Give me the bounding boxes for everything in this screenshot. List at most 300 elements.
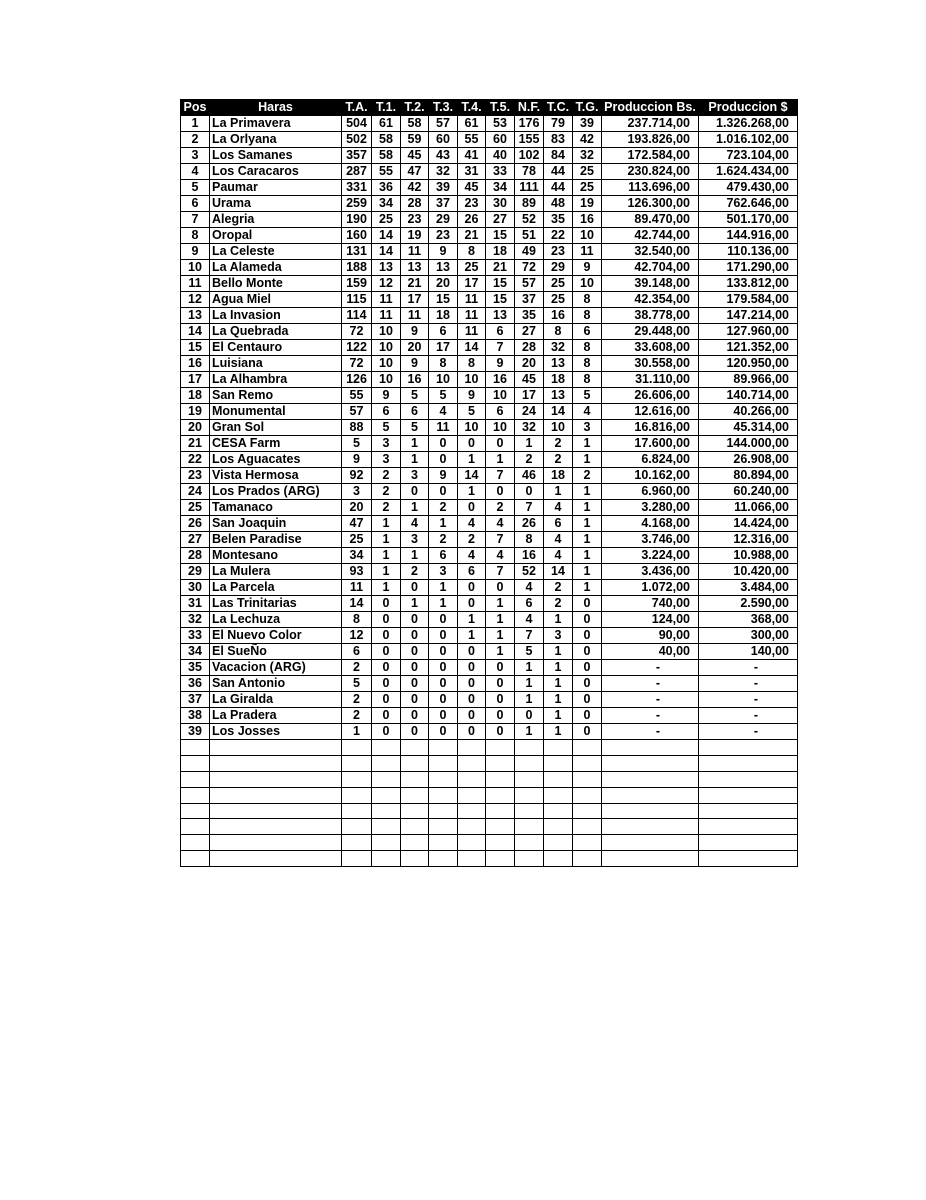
cell-ta: 188 — [342, 260, 372, 276]
cell-tc: 8 — [544, 324, 573, 340]
cell-t5: 33 — [486, 164, 515, 180]
cell-pos: 29 — [181, 564, 210, 580]
cell-t1: 14 — [372, 228, 401, 244]
empty-cell — [544, 771, 573, 787]
cell-tg: 0 — [573, 692, 602, 708]
empty-cell — [429, 835, 458, 851]
header-produccion-usd: Produccion $ — [699, 100, 798, 116]
cell-nf: 8 — [515, 532, 544, 548]
cell-tg: 8 — [573, 292, 602, 308]
empty-cell — [342, 803, 372, 819]
cell-nf: 0 — [515, 484, 544, 500]
cell-produccion-bs: 113.696,00 — [602, 180, 699, 196]
cell-t5: 0 — [486, 692, 515, 708]
empty-cell — [401, 771, 429, 787]
empty-cell — [210, 851, 342, 867]
table-row — [181, 276, 798, 292]
cell-produccion-usd: 2.590,00 — [699, 596, 798, 612]
cell-nf: 46 — [515, 468, 544, 484]
cell-t5: 0 — [486, 484, 515, 500]
table-row — [181, 356, 798, 372]
empty-cell — [699, 755, 798, 771]
cell-tg: 10 — [573, 228, 602, 244]
cell-produccion-bs: 32.540,00 — [602, 244, 699, 260]
cell-tg: 10 — [573, 276, 602, 292]
cell-t5: 6 — [486, 324, 515, 340]
cell-t4: 31 — [458, 164, 486, 180]
empty-cell — [573, 740, 602, 756]
table-row — [181, 468, 798, 484]
cell-t2: 1 — [401, 436, 429, 452]
cell-haras: La Mulera — [210, 564, 342, 580]
empty-cell — [699, 740, 798, 756]
cell-tg: 0 — [573, 644, 602, 660]
cell-t3: 60 — [429, 132, 458, 148]
cell-haras: La Orlyana — [210, 132, 342, 148]
empty-cell — [486, 787, 515, 803]
empty-cell — [699, 835, 798, 851]
cell-haras: Las Trinitarias — [210, 596, 342, 612]
cell-nf: 52 — [515, 564, 544, 580]
cell-nf: 16 — [515, 548, 544, 564]
empty-cell — [458, 851, 486, 867]
cell-t1: 0 — [372, 676, 401, 692]
cell-t3: 0 — [429, 724, 458, 740]
cell-t1: 10 — [372, 340, 401, 356]
cell-t3: 8 — [429, 356, 458, 372]
header-t3: T.3. — [429, 100, 458, 116]
cell-pos: 31 — [181, 596, 210, 612]
cell-produccion-bs: 1.072,00 — [602, 580, 699, 596]
cell-nf: 24 — [515, 404, 544, 420]
cell-produccion-bs: 10.162,00 — [602, 468, 699, 484]
empty-cell — [401, 851, 429, 867]
cell-t3: 2 — [429, 532, 458, 548]
cell-nf: 1 — [515, 660, 544, 676]
cell-tc: 1 — [544, 708, 573, 724]
table-header — [181, 100, 798, 116]
empty-cell — [372, 835, 401, 851]
empty-cell — [210, 835, 342, 851]
cell-t2: 1 — [401, 500, 429, 516]
cell-ta: 11 — [342, 580, 372, 596]
cell-t5: 15 — [486, 276, 515, 292]
table-row — [181, 436, 798, 452]
cell-haras: Agua Miel — [210, 292, 342, 308]
cell-tg: 0 — [573, 708, 602, 724]
empty-cell — [515, 851, 544, 867]
cell-tc: 48 — [544, 196, 573, 212]
cell-t3: 57 — [429, 116, 458, 132]
table-row — [181, 292, 798, 308]
cell-haras: El Centauro — [210, 340, 342, 356]
table-row — [181, 692, 798, 708]
cell-pos: 14 — [181, 324, 210, 340]
empty-cell — [458, 755, 486, 771]
cell-produccion-bs: 89.470,00 — [602, 212, 699, 228]
cell-t4: 0 — [458, 676, 486, 692]
cell-produccion-usd: 147.214,00 — [699, 308, 798, 324]
cell-nf: 20 — [515, 356, 544, 372]
cell-t5: 0 — [486, 724, 515, 740]
cell-nf: 72 — [515, 260, 544, 276]
cell-pos: 26 — [181, 516, 210, 532]
cell-produccion-bs: 42.704,00 — [602, 260, 699, 276]
cell-t4: 9 — [458, 388, 486, 404]
cell-produccion-usd: - — [699, 660, 798, 676]
cell-t5: 40 — [486, 148, 515, 164]
empty-cell — [602, 787, 699, 803]
cell-ta: 72 — [342, 324, 372, 340]
cell-t5: 16 — [486, 372, 515, 388]
cell-produccion-bs: 3.746,00 — [602, 532, 699, 548]
cell-t1: 0 — [372, 612, 401, 628]
cell-pos: 33 — [181, 628, 210, 644]
cell-t2: 47 — [401, 164, 429, 180]
empty-cell — [515, 787, 544, 803]
cell-pos: 10 — [181, 260, 210, 276]
cell-t1: 11 — [372, 292, 401, 308]
empty-cell — [372, 755, 401, 771]
cell-haras: Bello Monte — [210, 276, 342, 292]
empty-cell — [544, 851, 573, 867]
cell-t2: 0 — [401, 724, 429, 740]
cell-produccion-usd: 479.430,00 — [699, 180, 798, 196]
cell-t4: 10 — [458, 420, 486, 436]
cell-t2: 4 — [401, 516, 429, 532]
table-row — [181, 564, 798, 580]
empty-cell — [429, 771, 458, 787]
cell-t1: 0 — [372, 692, 401, 708]
cell-pos: 7 — [181, 212, 210, 228]
cell-tc: 1 — [544, 612, 573, 628]
cell-pos: 1 — [181, 116, 210, 132]
cell-t3: 0 — [429, 692, 458, 708]
cell-t1: 2 — [372, 468, 401, 484]
cell-tc: 18 — [544, 372, 573, 388]
cell-ta: 2 — [342, 660, 372, 676]
cell-haras: Monumental — [210, 404, 342, 420]
empty-cell — [372, 851, 401, 867]
table-body — [181, 116, 798, 867]
cell-t2: 0 — [401, 628, 429, 644]
empty-cell — [602, 803, 699, 819]
empty-cell — [544, 740, 573, 756]
cell-t5: 15 — [486, 292, 515, 308]
cell-produccion-bs: - — [602, 676, 699, 692]
empty-cell — [429, 851, 458, 867]
cell-pos: 19 — [181, 404, 210, 420]
cell-t2: 28 — [401, 196, 429, 212]
cell-t2: 21 — [401, 276, 429, 292]
table-row — [181, 404, 798, 420]
empty-cell — [486, 755, 515, 771]
empty-cell — [342, 819, 372, 835]
empty-cell — [458, 819, 486, 835]
cell-produccion-bs: 29.448,00 — [602, 324, 699, 340]
table-row — [181, 260, 798, 276]
cell-haras: La Alhambra — [210, 372, 342, 388]
table-row — [181, 132, 798, 148]
empty-cell — [544, 835, 573, 851]
empty-row — [181, 740, 798, 756]
empty-cell — [429, 803, 458, 819]
empty-cell — [573, 771, 602, 787]
table-row — [181, 388, 798, 404]
empty-row — [181, 835, 798, 851]
cell-tg: 19 — [573, 196, 602, 212]
cell-tc: 16 — [544, 308, 573, 324]
cell-tc: 35 — [544, 212, 573, 228]
cell-tg: 1 — [573, 532, 602, 548]
table-row — [181, 532, 798, 548]
cell-t1: 58 — [372, 148, 401, 164]
cell-produccion-bs: 126.300,00 — [602, 196, 699, 212]
table-row — [181, 724, 798, 740]
cell-produccion-bs: 42.354,00 — [602, 292, 699, 308]
cell-pos: 11 — [181, 276, 210, 292]
table-row — [181, 548, 798, 564]
cell-t3: 20 — [429, 276, 458, 292]
cell-t1: 1 — [372, 580, 401, 596]
cell-nf: 45 — [515, 372, 544, 388]
empty-cell — [181, 771, 210, 787]
cell-ta: 8 — [342, 612, 372, 628]
cell-ta: 57 — [342, 404, 372, 420]
cell-t1: 10 — [372, 356, 401, 372]
cell-t1: 1 — [372, 548, 401, 564]
cell-t4: 26 — [458, 212, 486, 228]
cell-t5: 34 — [486, 180, 515, 196]
cell-haras: Los Prados (ARG) — [210, 484, 342, 500]
cell-t2: 9 — [401, 356, 429, 372]
cell-t5: 1 — [486, 452, 515, 468]
cell-t5: 53 — [486, 116, 515, 132]
cell-t3: 5 — [429, 388, 458, 404]
cell-haras: Los Caracaros — [210, 164, 342, 180]
cell-haras: La Alameda — [210, 260, 342, 276]
cell-t2: 42 — [401, 180, 429, 196]
cell-ta: 331 — [342, 180, 372, 196]
cell-t5: 0 — [486, 660, 515, 676]
cell-nf: 32 — [515, 420, 544, 436]
empty-cell — [515, 835, 544, 851]
cell-t4: 25 — [458, 260, 486, 276]
empty-cell — [544, 803, 573, 819]
cell-t3: 32 — [429, 164, 458, 180]
cell-t1: 36 — [372, 180, 401, 196]
cell-t4: 0 — [458, 500, 486, 516]
empty-cell — [573, 835, 602, 851]
cell-t4: 0 — [458, 660, 486, 676]
table-row — [181, 708, 798, 724]
cell-t3: 0 — [429, 660, 458, 676]
cell-produccion-usd: - — [699, 676, 798, 692]
cell-t1: 1 — [372, 564, 401, 580]
cell-pos: 20 — [181, 420, 210, 436]
empty-cell — [458, 740, 486, 756]
cell-produccion-bs: - — [602, 724, 699, 740]
cell-haras: Los Josses — [210, 724, 342, 740]
cell-haras: Luisiana — [210, 356, 342, 372]
cell-pos: 22 — [181, 452, 210, 468]
cell-produccion-bs: 3.280,00 — [602, 500, 699, 516]
cell-ta: 159 — [342, 276, 372, 292]
cell-t3: 29 — [429, 212, 458, 228]
header-tc: T.C. — [544, 100, 573, 116]
cell-tc: 44 — [544, 164, 573, 180]
cell-haras: San Remo — [210, 388, 342, 404]
cell-tc: 1 — [544, 484, 573, 500]
cell-produccion-usd: 121.352,00 — [699, 340, 798, 356]
cell-haras: Urama — [210, 196, 342, 212]
cell-haras: Vacacion (ARG) — [210, 660, 342, 676]
cell-t1: 58 — [372, 132, 401, 148]
empty-cell — [181, 755, 210, 771]
cell-nf: 1 — [515, 724, 544, 740]
cell-tg: 42 — [573, 132, 602, 148]
cell-t1: 13 — [372, 260, 401, 276]
cell-tg: 25 — [573, 180, 602, 196]
table-row — [181, 628, 798, 644]
cell-ta: 502 — [342, 132, 372, 148]
cell-t4: 21 — [458, 228, 486, 244]
cell-ta: 357 — [342, 148, 372, 164]
table-row — [181, 500, 798, 516]
cell-produccion-usd: 26.908,00 — [699, 452, 798, 468]
cell-ta: 2 — [342, 708, 372, 724]
cell-produccion-bs: 40,00 — [602, 644, 699, 660]
cell-produccion-usd: 10.420,00 — [699, 564, 798, 580]
cell-haras: La Primavera — [210, 116, 342, 132]
cell-produccion-bs: 42.744,00 — [602, 228, 699, 244]
cell-pos: 39 — [181, 724, 210, 740]
cell-tg: 1 — [573, 484, 602, 500]
cell-tc: 84 — [544, 148, 573, 164]
cell-haras: Oropal — [210, 228, 342, 244]
cell-produccion-usd: 762.646,00 — [699, 196, 798, 212]
cell-haras: La Celeste — [210, 244, 342, 260]
empty-cell — [372, 787, 401, 803]
table-row — [181, 116, 798, 132]
cell-t5: 10 — [486, 388, 515, 404]
cell-t1: 6 — [372, 404, 401, 420]
empty-cell — [401, 755, 429, 771]
header-pos: Pos — [181, 100, 210, 116]
cell-t4: 8 — [458, 244, 486, 260]
cell-haras: San Antonio — [210, 676, 342, 692]
cell-t2: 9 — [401, 324, 429, 340]
cell-t1: 0 — [372, 660, 401, 676]
cell-t4: 8 — [458, 356, 486, 372]
cell-produccion-bs: 124,00 — [602, 612, 699, 628]
cell-ta: 504 — [342, 116, 372, 132]
cell-nf: 7 — [515, 628, 544, 644]
cell-t1: 12 — [372, 276, 401, 292]
empty-cell — [573, 787, 602, 803]
cell-nf: 78 — [515, 164, 544, 180]
cell-t5: 15 — [486, 228, 515, 244]
cell-pos: 18 — [181, 388, 210, 404]
cell-tg: 4 — [573, 404, 602, 420]
cell-t5: 6 — [486, 404, 515, 420]
cell-tg: 8 — [573, 308, 602, 324]
empty-cell — [210, 819, 342, 835]
table-row — [181, 660, 798, 676]
empty-cell — [486, 803, 515, 819]
cell-tc: 2 — [544, 580, 573, 596]
cell-produccion-usd: 300,00 — [699, 628, 798, 644]
table-row — [181, 244, 798, 260]
cell-nf: 1 — [515, 692, 544, 708]
cell-t2: 11 — [401, 308, 429, 324]
cell-t2: 45 — [401, 148, 429, 164]
cell-produccion-usd: 10.988,00 — [699, 548, 798, 564]
header-nf: N.F. — [515, 100, 544, 116]
cell-t2: 19 — [401, 228, 429, 244]
cell-produccion-usd: 11.066,00 — [699, 500, 798, 516]
cell-t3: 15 — [429, 292, 458, 308]
cell-produccion-usd: 179.584,00 — [699, 292, 798, 308]
empty-cell — [181, 819, 210, 835]
empty-cell — [458, 835, 486, 851]
cell-tg: 25 — [573, 164, 602, 180]
cell-t5: 1 — [486, 612, 515, 628]
cell-nf: 6 — [515, 596, 544, 612]
cell-t1: 1 — [372, 516, 401, 532]
cell-pos: 36 — [181, 676, 210, 692]
cell-tc: 25 — [544, 292, 573, 308]
cell-t4: 11 — [458, 324, 486, 340]
cell-t3: 1 — [429, 596, 458, 612]
cell-t2: 5 — [401, 388, 429, 404]
cell-nf: 37 — [515, 292, 544, 308]
cell-ta: 93 — [342, 564, 372, 580]
cell-ta: 160 — [342, 228, 372, 244]
empty-cell — [181, 835, 210, 851]
cell-t1: 0 — [372, 596, 401, 612]
empty-cell — [573, 755, 602, 771]
cell-tc: 6 — [544, 516, 573, 532]
cell-tg: 1 — [573, 436, 602, 452]
cell-tg: 9 — [573, 260, 602, 276]
cell-tg: 5 — [573, 388, 602, 404]
cell-tc: 44 — [544, 180, 573, 196]
empty-cell — [458, 787, 486, 803]
cell-produccion-usd: 80.894,00 — [699, 468, 798, 484]
cell-t4: 2 — [458, 532, 486, 548]
cell-produccion-usd: 144.000,00 — [699, 436, 798, 452]
cell-produccion-bs: 17.600,00 — [602, 436, 699, 452]
cell-nf: 102 — [515, 148, 544, 164]
table-row — [181, 452, 798, 468]
cell-t3: 6 — [429, 324, 458, 340]
cell-t4: 11 — [458, 308, 486, 324]
cell-ta: 88 — [342, 420, 372, 436]
table-row — [181, 228, 798, 244]
cell-t3: 0 — [429, 436, 458, 452]
cell-nf: 28 — [515, 340, 544, 356]
cell-pos: 3 — [181, 148, 210, 164]
cell-produccion-bs: 39.148,00 — [602, 276, 699, 292]
cell-ta: 115 — [342, 292, 372, 308]
empty-cell — [486, 851, 515, 867]
cell-t4: 61 — [458, 116, 486, 132]
cell-t3: 18 — [429, 308, 458, 324]
cell-t5: 7 — [486, 532, 515, 548]
cell-produccion-bs: 3.436,00 — [602, 564, 699, 580]
table-row — [181, 308, 798, 324]
